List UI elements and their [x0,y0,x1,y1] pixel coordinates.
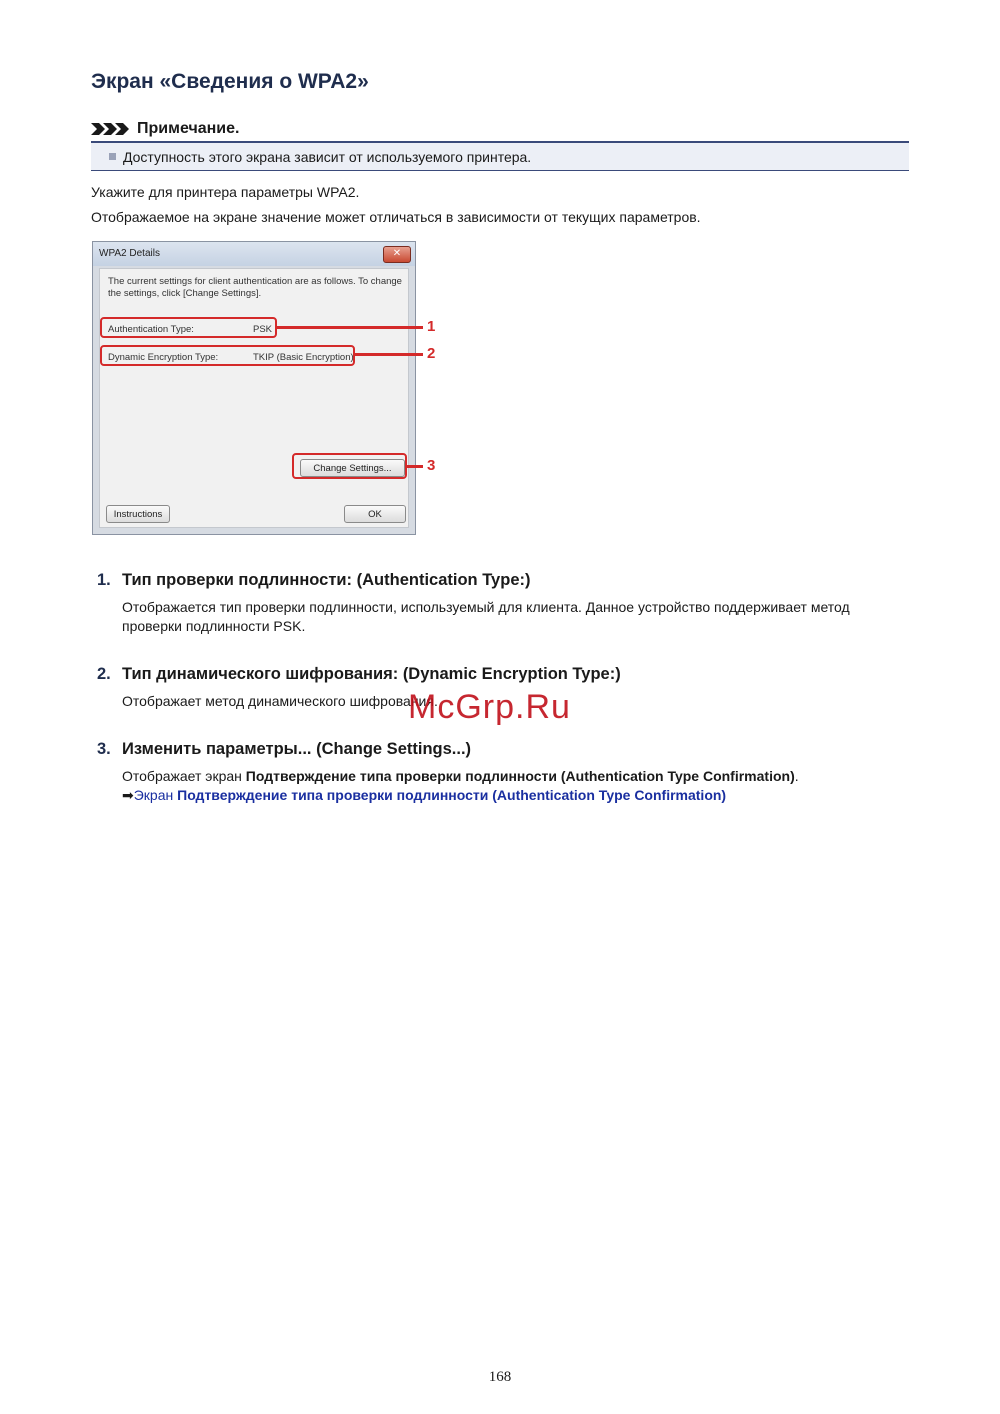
note-text: Доступность этого экрана зависит от используемого принтера. [123,148,532,165]
arrow-right-icon: ➡ [122,787,134,803]
bullet-icon [109,153,116,160]
highlight-change-settings [292,453,407,479]
intro-paragraph-2: Отображаемое на экране значение может отличаться в зависимости от текущих параметров. [91,209,701,225]
item-description [122,767,897,786]
highlight-encryption-type [100,345,355,366]
note-arrows-icon [91,121,131,137]
highlight-auth-type [100,317,277,338]
encryption-type-label: Dynamic Encryption Type: [108,352,219,363]
item-description-suffix: . [794,768,799,784]
note-header [91,118,909,140]
intro-paragraph-1: Укажите для принтера параметры WPA2. [91,184,360,200]
dialog-body [99,268,409,528]
auth-type-value: PSK [253,324,273,335]
item-number: 2. [97,665,111,683]
encryption-type-value: TKIP (Basic Encryption) [253,352,354,363]
callout-number-2: 2 [427,345,436,362]
callout-line-1 [277,326,423,329]
item-title: Тип проверки подлинности: (Authentication Type:) [122,571,531,589]
auth-type-label: Authentication Type: [108,324,194,335]
note-heading: Примечание. [137,120,240,137]
cross-reference [122,786,897,805]
item-number: 3. [97,740,111,758]
note-divider-bottom [91,170,909,171]
item-heading [97,571,897,590]
ok-button[interactable]: OK [344,505,406,523]
item-description-prefix: Отображает экран [122,768,246,784]
item-heading [97,665,897,684]
item-number: 1. [97,571,111,589]
change-settings-button[interactable]: Change Settings... [300,459,405,477]
wpa2-details-dialog-screenshot [92,241,416,535]
callout-number-1: 1 [427,318,436,335]
item-title: Тип динамического шифрования: (Dynamic Encryption Type:) [122,665,621,683]
item-title: Изменить параметры... (Change Settings...) [122,740,472,758]
item-description-bold: Подтверждение типа проверки подлинности (Authentication Type Confirmation) [245,768,795,784]
close-icon[interactable]: ✕ [383,246,411,263]
item-description: Отображается тип проверки подлинности, используемый для клиента. Данное устройство поддерживает метод проверки подлинности PSK. [122,599,850,634]
callout-number-3: 3 [427,457,436,474]
watermark: McGrp.Ru [408,688,571,726]
list-item [97,740,897,805]
item-description: Отображает метод динамического шифрования. [122,693,438,709]
dialog-titlebar [93,242,415,266]
callout-line-2 [355,353,423,356]
list-item [97,571,897,636]
note-content [91,143,909,170]
item-heading [97,740,897,759]
callout-line-3 [407,465,423,468]
instructions-button[interactable]: Instructions [106,505,170,523]
page-title: Экран «Сведения о WPA2» [91,70,369,93]
dialog-title: WPA2 Details [99,248,160,259]
dialog-description: The current settings for client authentication are as follows. To change the settings, click [Change Settings]. [108,276,402,299]
auth-type-confirmation-link[interactable]: Подтверждение типа проверки подлинности (Authentication Type Confirmation) [177,787,727,803]
note-box [91,118,909,171]
page-number: 168 [488,1369,512,1385]
link-prefix: Экран [133,787,178,803]
